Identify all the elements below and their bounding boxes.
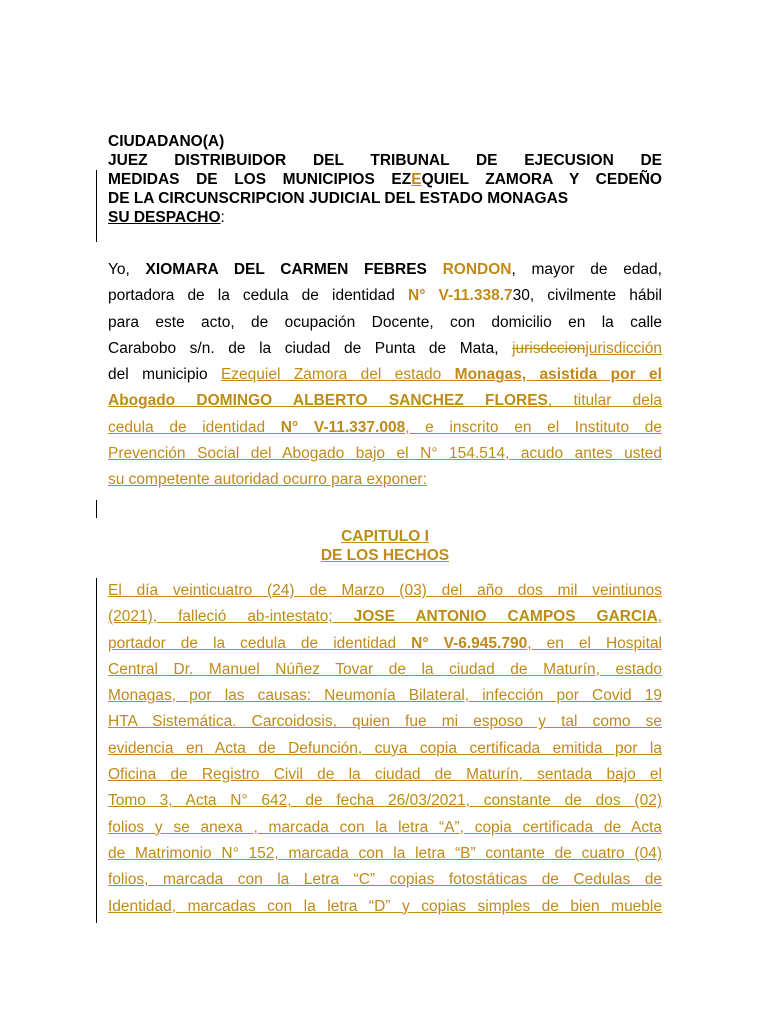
text-line: para este acto, de ocupación Docente, con domicilio en la calle: [108, 313, 662, 331]
revision-bar: [96, 578, 97, 923]
facts-paragraph: [108, 578, 662, 920]
text-line: Identidad, marcadas con la letra “D” y copias simples de bien mueble: [108, 897, 662, 915]
text-line: Central Dr. Manuel Núñez Tovar de la ciudad de Maturín, estado: [108, 660, 662, 678]
chapter-title: CAPITULO I: [341, 528, 429, 545]
header-text: MEDIDAS DE LOS MUNICIPIOS EZ: [108, 171, 412, 188]
text-line: Carabobo s/n. de la ciudad de Punta de Mata, jurisdccionjurisdicción: [108, 339, 662, 357]
text-line: Oficina de Registro Civil de la ciudad de Maturín, sentada bajo el: [108, 766, 662, 784]
text-line: folios, marcada con la Letra “C” copias fotostáticas de Cedulas de: [108, 871, 662, 889]
tracked-insertion: jurisdicción: [585, 339, 662, 357]
text-line: (2021), falleció ab-intestato; JOSE ANTONIO CAMPOS GARCIA,: [108, 608, 662, 626]
text-line: evidencia en Acta de Defunción, cuya copia certificada emitida por la: [108, 739, 662, 757]
tracked-deletion: jurisdccion: [512, 339, 586, 357]
text-line: de Matrimonio N° 152, marcada con la letra “B” contante de cuatro (04): [108, 844, 662, 862]
header-text: :: [220, 209, 225, 226]
text-line: Tomo 3, Acta N° 642, de fecha 26/03/2021, constante de dos (02): [108, 792, 662, 810]
chapter-subtitle: DE LOS HECHOS: [320, 547, 450, 564]
introduction-paragraph: [108, 257, 662, 494]
header-line: DE LA CIRCUNSCRIPCION JUDICIAL DEL ESTADO MONAGAS: [108, 190, 569, 207]
su-despacho: SU DESPACHO: [108, 209, 221, 226]
text-line: cedula de identidad N° V-11.337.008, e inscrito en el Instituto de: [108, 418, 662, 436]
header-line: [108, 208, 662, 227]
text-line: folios y se anexa , marcada con la letra “A”, copia certificada de Acta: [108, 818, 662, 836]
text-line: Prevención Social del Abogado bajo el N° 154.514, acudo antes usted: [108, 445, 662, 463]
text-line: portador de la cedula de identidad N° V-6.945.790, en el Hospital: [108, 634, 662, 652]
text-line: Abogado DOMINGO ALBERTO SANCHEZ FLORES, titular dela: [108, 392, 662, 410]
revision-bar: [96, 500, 97, 518]
text-line: El día veinticuatro (24) de Marzo (03) del año dos mil veintiunos: [108, 582, 662, 599]
revision-bar: [96, 170, 97, 242]
text-line: HTA Sistemática. Carcoidosis, quien fue mi esposo y tal como se: [108, 713, 662, 731]
header-text: QUIEL ZAMORA Y CEDEÑO: [421, 171, 662, 188]
text-line: su competente autoridad ocurro para exponer:: [108, 471, 427, 489]
text-line: Monagas, por las causas: Neumonía Bilateral, infección por Covid 19: [108, 687, 662, 705]
header-line: CIUDADANO(A): [108, 133, 225, 150]
text-line: del municipio Ezequiel Zamora del estado Monagas, asistida por el: [108, 366, 662, 384]
text-line: Yo, XIOMARA DEL CARMEN FEBRES RONDON, mayor de edad,: [108, 261, 662, 278]
header-line: JUEZ DISTRIBUIDOR DEL TRIBUNAL DE EJECUSION DE: [108, 152, 662, 169]
header-line: [108, 170, 662, 189]
text-line: portadora de la cedula de identidad N° V-11.338.730, civilmente hábil: [108, 287, 663, 305]
tracked-insertion: E: [411, 171, 422, 188]
addressee-header: [108, 132, 662, 227]
